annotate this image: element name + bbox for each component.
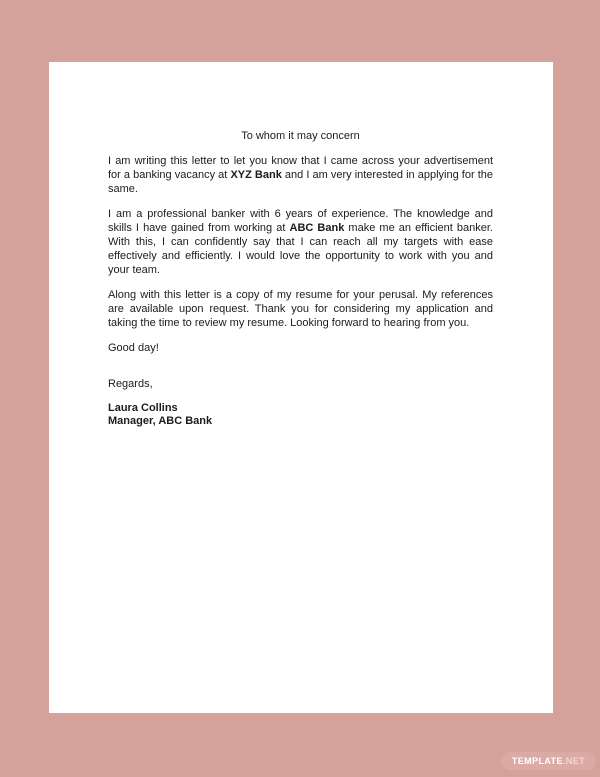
letter-page	[49, 62, 553, 713]
letter-body	[108, 154, 493, 330]
letter-paragraph: I am writing this letter to let you know that I came across your advertisement for a banking vacancy at XYZ Bank and I am very interested in applying for the same.	[108, 155, 493, 195]
letter-paragraph: Along with this letter is a copy of my resume for your perusal. My references are available upon request. Thank you for considering my application and taking the time to review my resume. Looking forward to hearing from you.	[108, 289, 493, 329]
signature-title: Manager, ABC Bank	[108, 415, 213, 427]
watermark-tld: .NET	[562, 756, 585, 766]
letter-paragraph: I am a professional banker with 6 years of experience. The knowledge and skills I have gained from working at ABC Bank make me an efficient banker. With this, I can confidently say that I can reach all my targets with ease effectively and efficiently. I would love the opportunity to work with you and your team.	[108, 208, 493, 276]
closing-line: Good day!	[108, 342, 159, 354]
template-net-watermark	[501, 752, 596, 770]
watermark-brand: TEMPLATE	[511, 756, 563, 766]
sign-off: Regards,	[108, 378, 153, 390]
signature-name: Laura Collins	[108, 402, 178, 414]
signature-block	[108, 402, 493, 428]
salutation: To whom it may concern	[241, 130, 360, 142]
